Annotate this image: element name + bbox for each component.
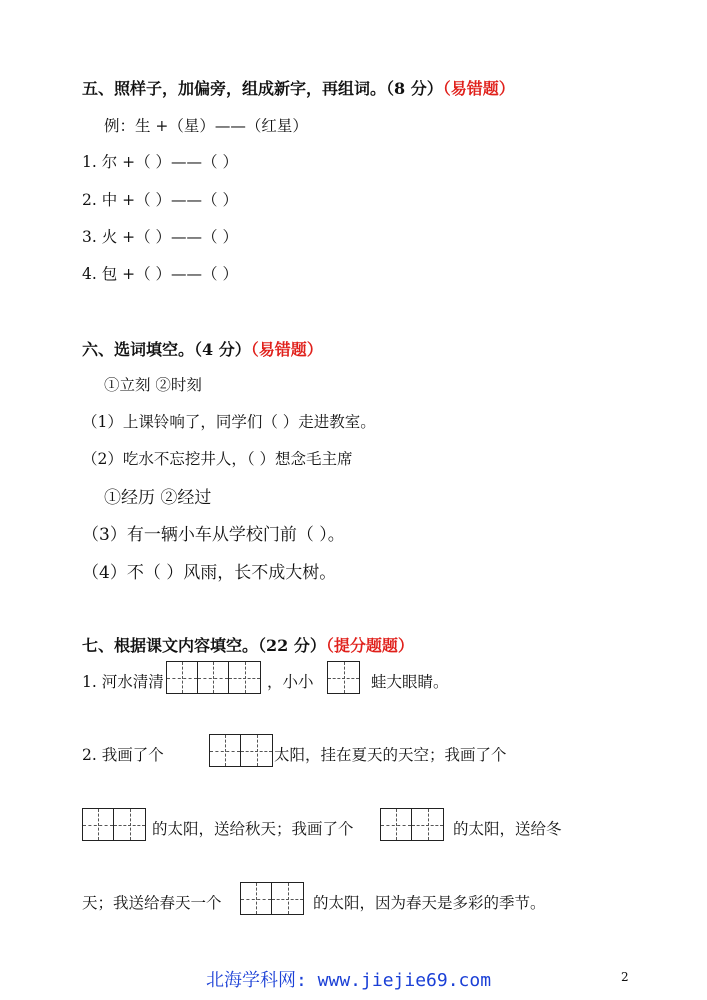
footer-website[interactable]: 北海学科网: www.jiejie69.com <box>206 970 492 991</box>
section-5-item-1: 1. 尔 +（ ）——（ ） <box>82 153 238 171</box>
writing-grid-4[interactable] <box>82 808 146 841</box>
section-6-options-2: ①经历 ②经过 <box>104 488 212 508</box>
section-7-line-2-b: 太阳，挂在夏天的天空；我画了个 <box>274 746 507 764</box>
grid-cell[interactable] <box>114 809 145 840</box>
grid-cell[interactable] <box>381 809 412 840</box>
section-6-question-1: （1）上课铃响了，同学们（ ）走进教室。 <box>82 413 376 431</box>
section-5-item-4: 4. 包 +（ ）——（ ） <box>82 265 238 283</box>
section-5-item-2: 2. 中 +（ ）——（ ） <box>82 191 238 209</box>
grid-cell[interactable] <box>241 883 272 914</box>
section-7-line-4-b: 的太阳，因为春天是多彩的季节。 <box>313 894 546 912</box>
section-7-line-1-c: 蛙大眼睛。 <box>371 673 449 691</box>
section-7-line-4-a: 天；我送给春天一个 <box>82 894 222 912</box>
grid-cell[interactable] <box>412 809 443 840</box>
writing-grid-2[interactable] <box>327 661 360 694</box>
grid-cell[interactable] <box>229 662 260 693</box>
section-6-tag: （易错题） <box>250 340 323 359</box>
section-5-tag: （易错题） <box>442 79 515 98</box>
section-7-title: 七、根据课文内容填空。（22 分）（提分题题） <box>82 636 414 655</box>
grid-cell[interactable] <box>272 883 303 914</box>
section-5-example: 例：生 +（星）——（红星） <box>104 117 308 135</box>
section-7-line-2-a: 2. 我画了个 <box>82 746 164 764</box>
grid-cell[interactable] <box>83 809 114 840</box>
page-number: 2 <box>621 970 629 984</box>
grid-cell[interactable] <box>167 662 198 693</box>
section-6-title: 六、选词填空。（4 分）（易错题） <box>82 340 323 359</box>
grid-cell[interactable] <box>241 735 272 766</box>
grid-cell[interactable] <box>210 735 241 766</box>
section-5-title: 五、照样子，加偏旁，组成新字，再组词。（8 分）（易错题） <box>82 79 515 98</box>
section-6-question-4: （4）不（ ）风雨，长不成大树。 <box>82 563 337 583</box>
grid-cell[interactable] <box>328 662 359 693</box>
grid-cell[interactable] <box>198 662 229 693</box>
writing-grid-5[interactable] <box>380 808 444 841</box>
section-6-options-1: ①立刻 ②时刻 <box>104 376 202 394</box>
writing-grid-1[interactable] <box>166 661 261 694</box>
section-7-line-3-b: 的太阳，送给冬 <box>453 820 562 838</box>
section-7-line-3-a: 的太阳，送给秋天；我画了个 <box>152 820 354 838</box>
section-5-item-3: 3. 火 +（ ）——（ ） <box>82 228 238 246</box>
section-7-tag: （提分题题） <box>325 636 414 655</box>
section-6-question-2: （2）吃水不忘挖井人，（ ）想念毛主席 <box>82 450 353 468</box>
writing-grid-6[interactable] <box>240 882 304 915</box>
section-7-line-1-a: 1. 河水清清 <box>82 673 164 691</box>
section-6-question-3: （3）有一辆小车从学校门前（ ）。 <box>82 525 345 545</box>
writing-grid-3[interactable] <box>209 734 273 767</box>
section-7-line-1-b: ，小小 <box>267 673 314 691</box>
